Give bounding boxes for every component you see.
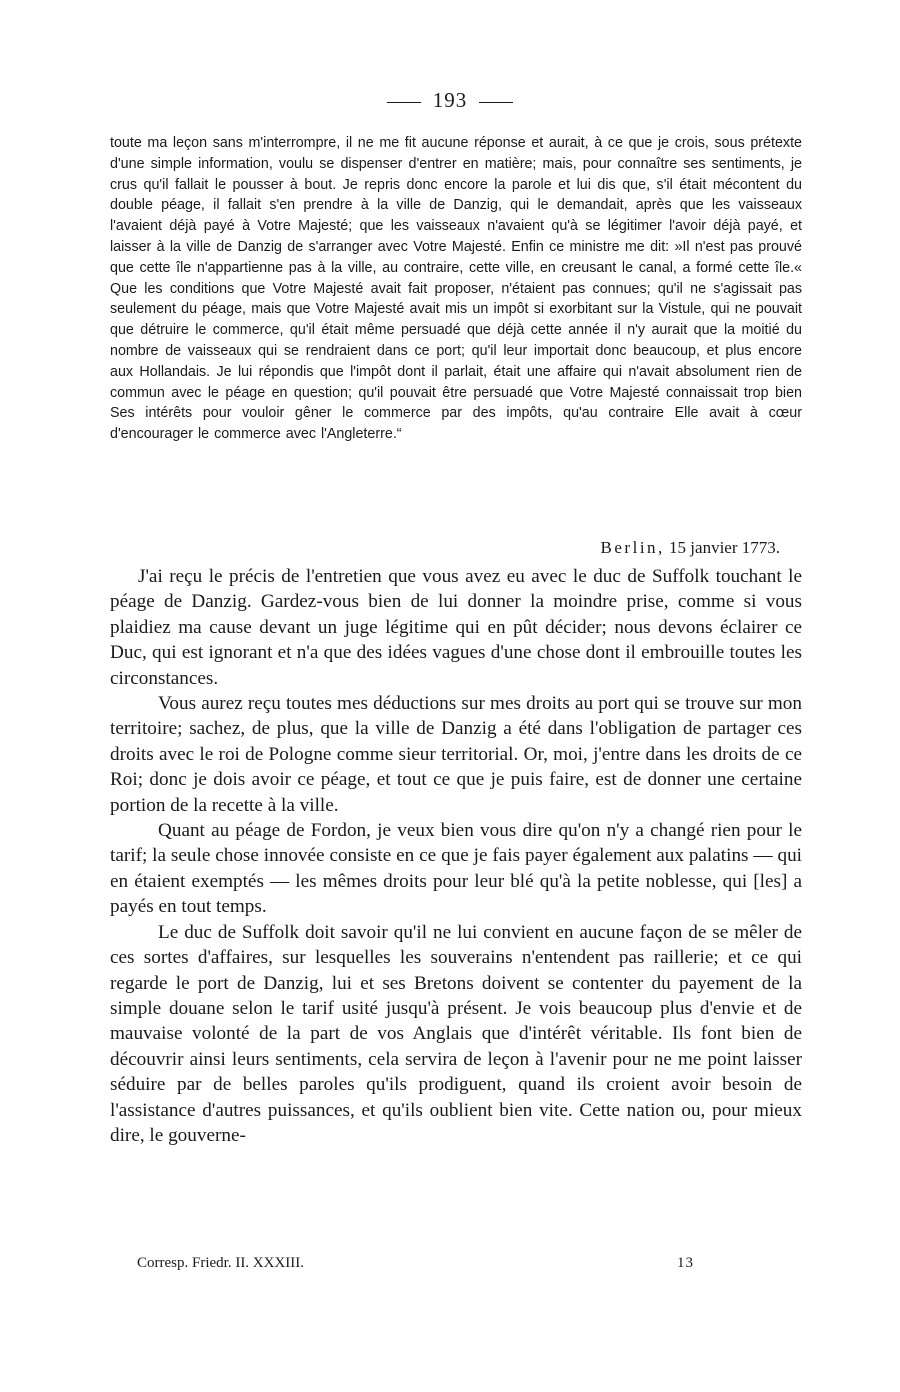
quote-paragraph: toute ma leçon sans m'interrompre, il ne me fit aucune réponse et aurait, à ce que je crois, sous prétexte d'une simple information, voulu se dispenser d'entrer en matière; mais, pour connaître ses sentiments, je crus qu'il fallait le pousser à bout. Je repris donc encore la parole et lui dis que, s'il était mécontent du double péage, il fallait s'en prendre à la ville de Danzig, qui le demandait, après que les vaisseaux l'avaient déjà payé à Votre Majesté; que les vaisseaux n'avaient qu'à se légitimer l'avoir déjà payé, et laisser à la ville de Danzig de s'arranger avec Votre Majesté. Enfin ce ministre me dit: »Il n'est pas prouvé que cette île n'appartienne pas à la ville, au contraire, cette ville, en creusant le canal, a formé cette île.« Que les conditions que Votre Majesté avait fait proposer, n'étaient pas connues; qu'il ne s'agissait pas seulement du péage, mais que Votre Majesté avait mis un impôt si exorbitant sur la Vistule, qui ne pouvait que détruire le commerce, qu'il était même persuadé que déjà cette année il n'y aurait que la moitié du nombre de vaisseaux qui se rendraient dans ce port; qu'il leur importait donc beaucoup, et plus encore aux Hollandais. Je lui répondis que l'impôt dont il parlait, était une affaire qui n'avait absolument rien de commun avec le péage en question; qu'il pouvait être persuadé que Votre Majesté connaissait trop bien Ses intérêts pour vouloir gêner le commerce par des impôts, qu'au contraire Elle avait à cœur d'encourager le commerce avec l'Angleterre.“ bbox=[110, 135, 802, 443]
header-rule-left bbox=[387, 102, 421, 103]
dateline-date: 15 janvier 1773. bbox=[669, 538, 780, 557]
quoted-report bbox=[110, 133, 802, 445]
letter-paragraph: Quant au péage de Fordon, je veux bien vous dire qu'on n'y a changé rien pour le tarif; la seule chose innovée consiste en ce que je fais payer également aux palatins — qui en étaient exemptés — les mêmes droits pour leur blé qu'à la petite noblesse, qui [les] a payés en tout temps. bbox=[110, 820, 802, 918]
signature-line: Corresp. Friedr. II. XXXIII. bbox=[137, 1255, 305, 1271]
dateline bbox=[601, 538, 780, 558]
letter-paragraph: Vous aurez reçu toutes mes déductions sur mes droits au port qui se trouve sur mon territoire; sachez, de plus, que la ville de Danzig a été dans l'obligation de partager ces droits avec le roi de Pologne comme sieur territorial. Or, moi, j'entre dans les droits de ce Roi; donc je dois avoir ce péage, et tout ce que je puis faire, est de donner une certaine portion de la recette à la ville. bbox=[110, 693, 802, 816]
dateline-place: Berlin, bbox=[600, 538, 665, 557]
header-rule-right bbox=[479, 102, 513, 103]
page-number: 193 bbox=[432, 88, 468, 112]
letter-paragraph: J'ai reçu le précis de l'entretien que vous avez eu avec le duc de Suffolk touchant le péage de Danzig. Gardez-vous bien de lui donner la moindre prise, comme si vous plaidiez ma cause devant un juge légitime qui en pût décider; nous devons éclairer ce Duc, qui est ignorant et n'a que des idées vagues d'une chose dont il embrouille toutes les circonstances. bbox=[110, 566, 802, 689]
sheet-number: 13 bbox=[677, 1255, 694, 1271]
letter-paragraph: Le duc de Suffolk doit savoir qu'il ne lui convient en aucune façon de se mêler de ces sortes d'affaires, sur lesquelles les souverains n'entendent pas raillerie; et ce qui regarde le port de Danzig, lui et ses Bretons doivent se contenter du payement de la simple douane selon le tarif usité jusqu'à présent. Je vois beaucoup plus d'envie et de mauvaise volonté de la part de vos Anglais que d'intérêt véritable. Ils font bien de découvrir ainsi leurs sentiments, cela servira de leçon à l'avenir pour ne me point laisser séduire par de belles paroles qu'ils prodiguent, quand ils croient avoir besoin de l'assistance d'autres puissances, et qu'ils oublient bien vite. Cette nation ou, pour mieux dire, le gouverne- bbox=[110, 921, 802, 1146]
page-header bbox=[0, 88, 900, 113]
letter-body bbox=[110, 564, 802, 1148]
